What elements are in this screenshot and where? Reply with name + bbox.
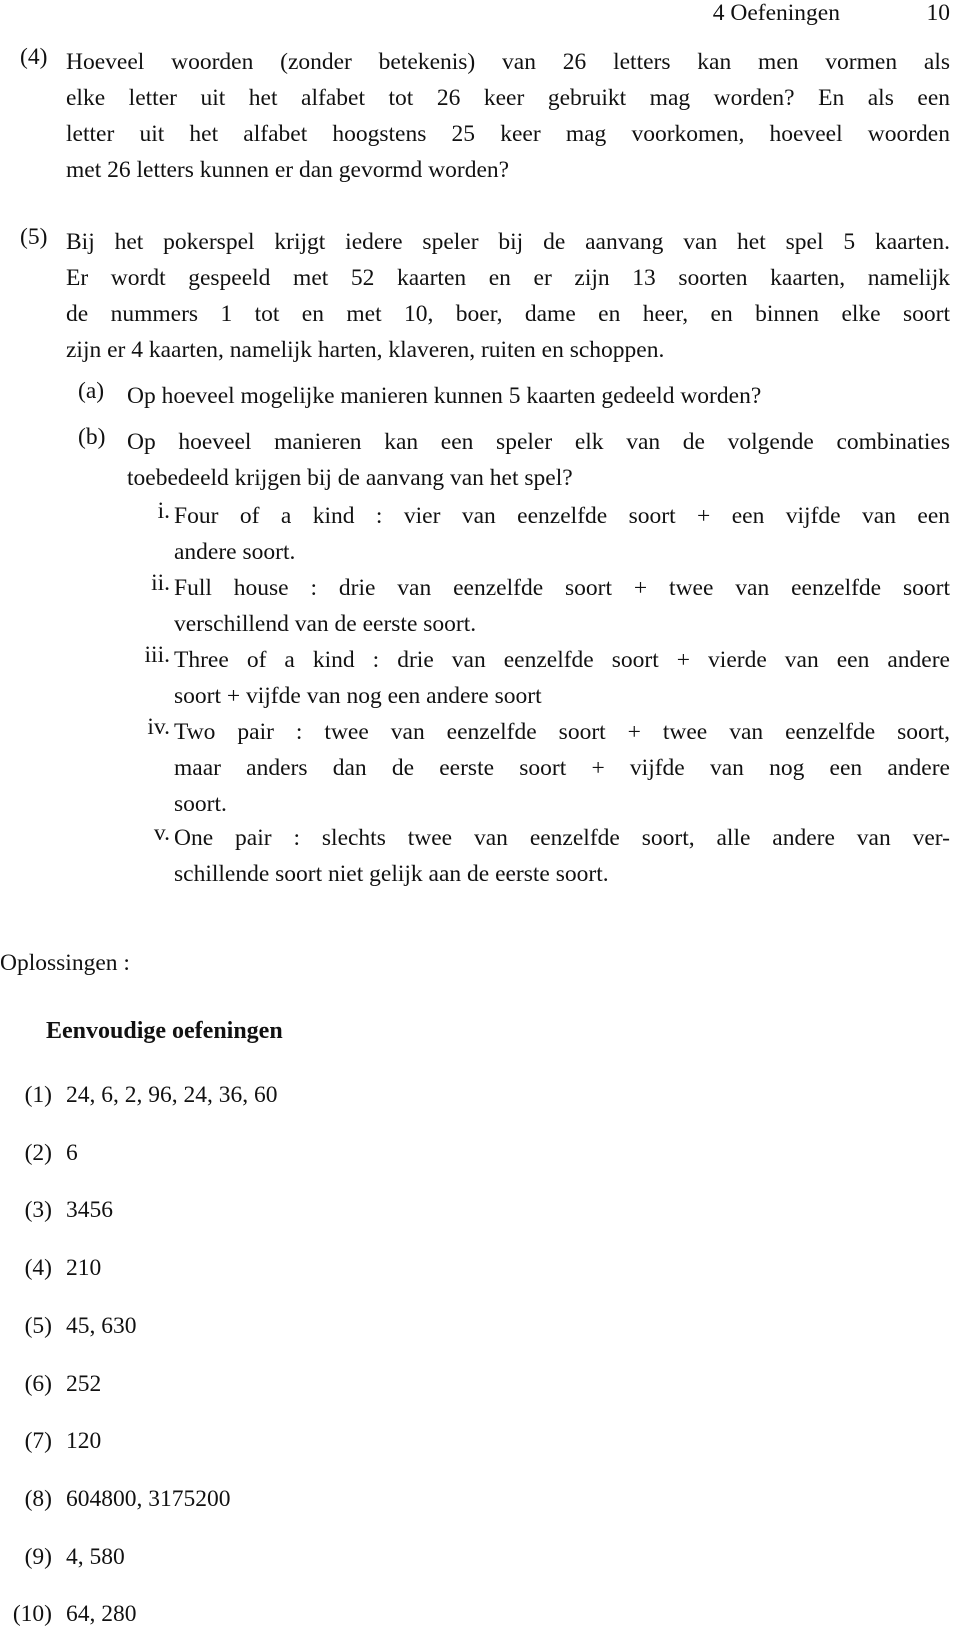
text-line: Two pair : twee van eenzelfde soort + twee van eenzelfde soort, — [174, 719, 950, 745]
answer-number: (6) — [24, 1370, 52, 1397]
text-line: letter uit het alfabet hoogstens 25 keer mag voorkomen, hoeveel woorden — [66, 121, 950, 147]
text-line: andere soort. — [174, 539, 296, 565]
text-line: elke letter uit het alfabet tot 26 keer gebruikt mag worden? En als een — [66, 85, 950, 111]
answer-value: 604800, 3175200 — [66, 1485, 231, 1512]
text-line: Op hoeveel mogelijke manieren kunnen 5 kaarten gedeeld worden? — [127, 383, 762, 409]
text-line: Er wordt gespeeld met 52 kaarten en er zijn 13 soorten kaarten, namelijk — [66, 265, 950, 291]
answer-number: (8) — [24, 1485, 52, 1512]
roman-label: ii. — [151, 570, 170, 596]
exercise-number: (5) — [20, 224, 48, 250]
text-line: zijn er 4 kaarten, namelijk harten, klaveren, ruiten en schoppen. — [66, 337, 665, 363]
answer-value: 3456 — [66, 1197, 113, 1224]
answer-number: (4) — [24, 1255, 52, 1282]
answer-number: (2) — [24, 1139, 52, 1166]
hand-full-house — [174, 570, 950, 642]
text-line: verschillend van de eerste soort. — [174, 611, 477, 637]
solutions-label: Oplossingen : — [0, 950, 130, 976]
solutions-heading: Eenvoudige oefeningen — [46, 1018, 283, 1044]
answer-number: (9) — [24, 1543, 52, 1570]
hand-four-of-a-kind — [174, 498, 950, 570]
text-line: One pair : slechts twee van eenzelfde soort, alle andere van ver- — [174, 825, 950, 851]
text-line: Op hoeveel manieren kan een speler elk van de volgende combinaties — [127, 429, 950, 455]
answer-value: 210 — [66, 1255, 102, 1282]
text-line: Four of a kind : vier van eenzelfde soort + een vijfde van een — [174, 503, 950, 529]
subitem-label: (a) — [78, 378, 105, 404]
text-line: Three of a kind : drie van eenzelfde soort + vierde van een andere — [174, 647, 950, 673]
text-line: de nummers 1 tot en met 10, boer, dame en heer, en binnen elke soort — [66, 301, 950, 327]
exercise-number: (4) — [20, 44, 48, 70]
subitem-label: (b) — [78, 424, 106, 450]
text-line: soort + vijfde van nog een andere soort — [174, 683, 542, 709]
text-line: Bij het pokerspel krijgt iedere speler bij de aanvang van het spel 5 kaarten. — [66, 229, 950, 255]
exercise-5-text — [66, 224, 950, 368]
answer-value: 252 — [66, 1370, 102, 1397]
subitem-b-text — [127, 424, 950, 496]
roman-label: iii. — [144, 642, 170, 668]
roman-label: v. — [153, 820, 170, 846]
hand-one-pair — [174, 820, 950, 892]
answer-number: (1) — [24, 1082, 52, 1108]
hand-three-of-a-kind — [174, 642, 950, 714]
text-line: toebedeeld krijgen bij de aanvang van het spel? — [127, 465, 573, 491]
subitem-a-text — [127, 378, 947, 414]
answer-number: (5) — [24, 1312, 52, 1339]
answer-value: 64, 280 — [66, 1601, 137, 1628]
hand-two-pair — [174, 714, 950, 822]
page-number: 10 — [926, 0, 950, 26]
text-line: met 26 letters kunnen er dan gevormd worden? — [66, 157, 510, 183]
text-line: maar anders dan de eerste soort + vijfde van nog een andere — [174, 755, 950, 781]
answer-value: 120 — [66, 1428, 102, 1455]
running-header-section: 4 Oefeningen — [712, 0, 840, 26]
text-line: schillende soort niet gelijk aan de eerste soort. — [174, 861, 609, 887]
answer-number: (10) — [12, 1601, 52, 1628]
answer-value: 6 — [66, 1139, 78, 1166]
text-line: Full house : drie van eenzelfde soort + twee van eenzelfde soort — [174, 575, 950, 601]
roman-label: iv. — [147, 714, 170, 740]
text-line: Hoeveel woorden (zonder betekenis) van 26 letters kan men vormen als — [66, 49, 950, 75]
answer-number: (3) — [24, 1197, 52, 1224]
exercise-4-text — [66, 44, 950, 188]
answer-value: 4, 580 — [66, 1543, 125, 1570]
answer-value: 24, 6, 2, 96, 24, 36, 60 — [66, 1082, 278, 1108]
answer-number: (7) — [24, 1428, 52, 1455]
text-line: soort. — [174, 791, 227, 817]
roman-label: i. — [157, 498, 170, 524]
answer-value: 45, 630 — [66, 1312, 137, 1339]
